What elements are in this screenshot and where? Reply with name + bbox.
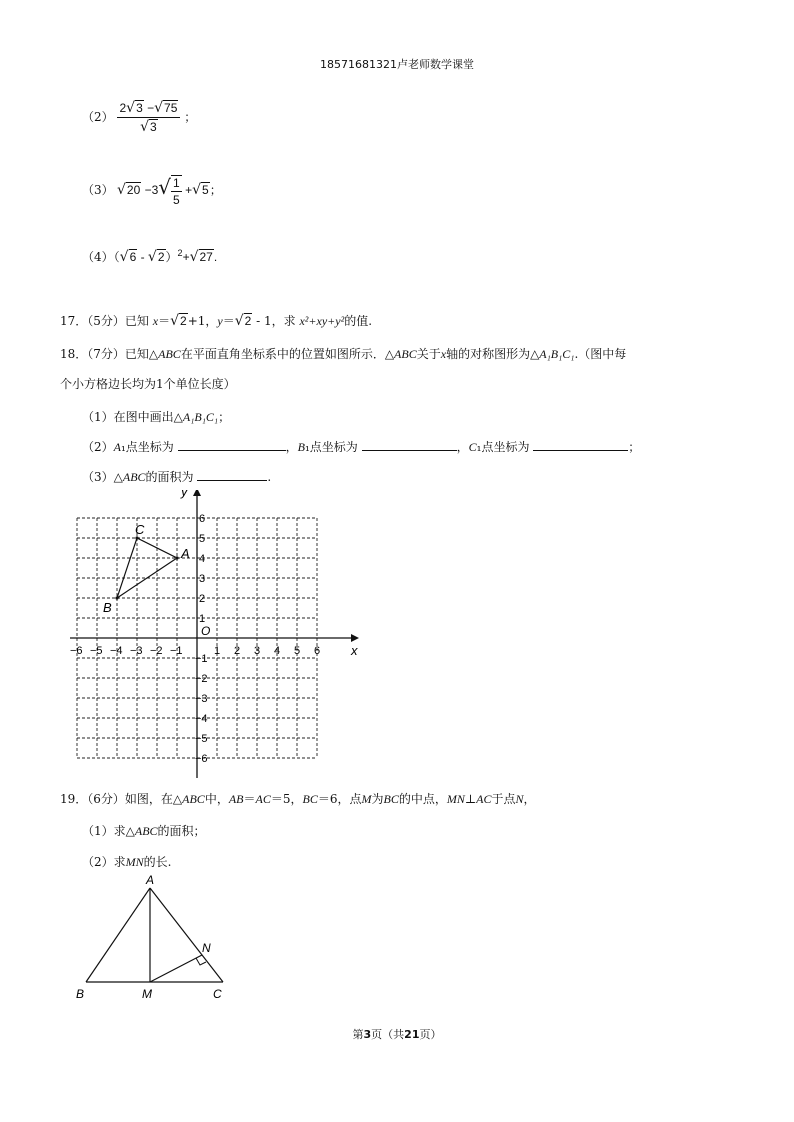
text: MN <box>125 855 144 869</box>
expression: x²+xy+y² <box>299 314 345 328</box>
y-tick-label: −3 <box>195 693 208 705</box>
y-tick-label: 6 <box>199 513 206 525</box>
minus: - <box>137 250 148 264</box>
text: （2）求 <box>82 855 126 869</box>
q18-sub1 <box>82 408 230 425</box>
origin-label: O <box>201 624 211 638</box>
label-m: M <box>142 987 152 1001</box>
radicand: 2 <box>244 314 252 328</box>
plus: + <box>182 250 190 264</box>
vertex-point <box>115 596 118 599</box>
x-tick-label: −3 <box>130 645 143 657</box>
text: （1）在图中画出△ <box>82 410 183 424</box>
radical-icon: √ <box>147 249 157 265</box>
text: C <box>468 440 477 454</box>
q16-part2 <box>82 100 196 135</box>
x-tick-label: 6 <box>314 645 321 657</box>
q17-text: +1， <box>187 314 218 328</box>
x-tick-label: −1 <box>170 645 183 657</box>
question-19-line1 <box>60 790 536 807</box>
part-label: （3） <box>82 183 114 198</box>
exponent: 2 <box>177 248 183 258</box>
part-label: （2） <box>82 110 114 124</box>
triangle-figure <box>70 872 240 1007</box>
answer-blank-b1[interactable] <box>362 438 457 451</box>
radical-icon: √ <box>158 175 172 200</box>
q17-text: - 1，求 <box>252 314 300 328</box>
fraction-denominator: 5 <box>173 193 180 207</box>
axes <box>70 490 359 778</box>
y-tick-label: 4 <box>199 553 206 565</box>
y-tick-label: −5 <box>195 733 208 745</box>
radicand: 3 <box>150 120 157 134</box>
x-tick-label: 2 <box>234 645 241 657</box>
text: 为 <box>371 792 384 806</box>
text: ABC <box>394 347 417 361</box>
text: 轴的对称图形为△ <box>446 347 540 361</box>
y-tick-label: 5 <box>199 533 206 545</box>
fraction-numerator: 1 <box>173 176 180 190</box>
x-tick-label: −2 <box>150 645 163 657</box>
text: AB <box>228 792 244 806</box>
x-tick-label: 4 <box>274 645 281 657</box>
text: A <box>113 440 121 454</box>
y-tick-label: −1 <box>195 653 208 665</box>
text: 的面积； <box>157 824 206 838</box>
text: 关于 <box>416 347 441 361</box>
y-tick-label: −4 <box>195 713 208 725</box>
text: ABC <box>182 792 205 806</box>
text: 19．（6分）如图，在△ <box>60 792 183 806</box>
page-footer <box>0 1026 794 1042</box>
question-17 <box>60 312 372 329</box>
text: 的长. <box>143 855 172 869</box>
radicand: 5 <box>202 183 209 198</box>
var-x: x <box>152 314 159 328</box>
x-tick-label: 1 <box>214 645 221 657</box>
vertex-label: A <box>181 546 190 561</box>
text: ； <box>628 440 641 454</box>
y-axis-arrow-icon <box>193 490 201 496</box>
y-tick-label: 2 <box>199 593 206 605</box>
radicand: 2 <box>157 250 165 264</box>
answer-blank-a1[interactable] <box>178 438 286 451</box>
punct: ； <box>184 110 197 124</box>
text: ＝6，点 <box>317 792 362 806</box>
page-total: 21 <box>404 1028 420 1041</box>
fraction-numerator <box>117 100 180 118</box>
plus: + <box>185 183 193 198</box>
text: .（图中每 <box>574 347 627 361</box>
minus: − <box>147 101 155 115</box>
question-18-line1 <box>60 345 626 362</box>
vertex-label: C <box>135 522 145 537</box>
side-ac <box>150 888 223 982</box>
radical-icon: √ <box>126 100 136 116</box>
radicand: 75 <box>164 101 178 115</box>
q17-prefix: 17．（5分）已知 <box>60 314 149 328</box>
equals: ＝ <box>158 314 171 328</box>
label-n: N <box>202 941 211 955</box>
text: ABC <box>158 347 181 361</box>
footer-text: 页） <box>419 1028 442 1041</box>
x-axis-arrow-icon <box>351 634 359 642</box>
x-tick-label: 3 <box>254 645 261 657</box>
text: 的面积为 <box>145 470 194 484</box>
text: ， <box>456 440 469 454</box>
term: −3 <box>144 183 159 198</box>
tick-labels <box>70 490 358 765</box>
fraction <box>117 100 180 135</box>
x-tick-label: −6 <box>70 645 83 657</box>
q16-part3 <box>82 175 222 207</box>
text: ， <box>523 792 536 806</box>
punct: ； <box>209 183 222 198</box>
label-b: B <box>76 987 85 1001</box>
text: A₁B₁C₁ <box>182 410 219 424</box>
text: ABC <box>122 470 146 484</box>
radical-icon: √ <box>192 182 202 199</box>
text: ， <box>285 440 298 454</box>
radical-icon: √ <box>116 182 126 199</box>
page-header: 18571681321卢老师数学课堂 <box>320 58 474 71</box>
answer-blank-area[interactable] <box>197 468 267 481</box>
label-c: C <box>213 987 222 1001</box>
text: N <box>515 792 524 806</box>
text: （2） <box>82 440 114 454</box>
text: ₁点坐标为 <box>476 440 530 454</box>
var-y: y <box>217 314 223 328</box>
radicand: 2 <box>180 314 187 328</box>
text: x <box>440 347 447 361</box>
footer-text: 第 <box>352 1028 364 1041</box>
x-tick-label: −5 <box>90 645 103 657</box>
paren: ） <box>165 250 178 264</box>
radical-icon: √ <box>154 100 164 116</box>
text: MN <box>446 792 465 806</box>
q18-sub2 <box>82 438 640 455</box>
text: 中， <box>204 792 229 806</box>
text: ₁点坐标为 <box>120 440 174 454</box>
y-tick-label: 3 <box>199 573 206 585</box>
radical-icon: √ <box>140 119 150 135</box>
answer-blank-c1[interactable] <box>533 438 628 451</box>
part-label: （4）（ <box>82 250 120 264</box>
x-axis-label: x <box>351 643 358 658</box>
text: （3）△ <box>82 470 123 484</box>
fraction-denominator <box>140 118 158 135</box>
y-tick-label: −2 <box>195 673 208 685</box>
radical-icon: √ <box>119 249 129 265</box>
footer-text: 页（共 <box>371 1028 405 1041</box>
q16-part4 <box>82 248 217 265</box>
y-axis-label: y <box>181 490 188 499</box>
segment-mn <box>150 955 202 982</box>
text: ； <box>218 410 231 424</box>
text: AC <box>476 792 492 806</box>
text: 在平面直角坐标系中的位置如图所示．△ <box>180 347 395 361</box>
text: 的中点， <box>398 792 447 806</box>
y-tick-label: −6 <box>195 753 208 765</box>
label-a: A <box>146 873 155 887</box>
text: BC <box>302 792 318 806</box>
q19-sub1 <box>82 822 206 839</box>
fraction <box>171 175 182 207</box>
text: （1）求△ <box>82 824 135 838</box>
q17-suffix: 的值. <box>344 314 373 328</box>
coordinate-grid <box>70 490 370 785</box>
radicand: 6 <box>129 250 137 264</box>
text: ＝5， <box>270 792 303 806</box>
equals: ＝ <box>222 314 235 328</box>
radical-icon: √ <box>189 249 199 265</box>
text: M <box>361 792 372 806</box>
side-ab <box>86 888 150 982</box>
radicand: 27 <box>199 250 213 264</box>
page-number: 3 <box>363 1028 372 1041</box>
triangle-outline <box>117 538 177 598</box>
y-tick-label: 1 <box>199 613 206 625</box>
radical-icon: √ <box>170 313 179 329</box>
q19-sub2 <box>82 853 171 870</box>
text: ＝ <box>243 792 256 806</box>
text: A₁B₁C₁ <box>539 347 575 361</box>
x-tick-label: 5 <box>294 645 301 657</box>
radicand: 20 <box>126 183 141 198</box>
text: ₁点坐标为 <box>304 440 358 454</box>
coef: 2 <box>119 101 127 115</box>
vertex-label: B <box>103 600 112 615</box>
radical-icon: √ <box>234 313 244 329</box>
text: . <box>267 470 272 484</box>
text: 于点 <box>491 792 516 806</box>
text: ABC <box>134 824 158 838</box>
punct: . <box>213 250 218 264</box>
text: 18．（7分）已知△ <box>60 347 159 361</box>
q18-sub3 <box>82 468 271 485</box>
text: ⊥ <box>464 792 477 806</box>
x-tick-label: −4 <box>110 645 123 657</box>
vertex-point <box>175 556 178 559</box>
text: BC <box>383 792 399 806</box>
text: AC <box>255 792 271 806</box>
question-18-line2: 个小方格边长均为1个单位长度） <box>60 377 236 391</box>
radicand: 3 <box>136 101 143 115</box>
text: B <box>297 440 305 454</box>
